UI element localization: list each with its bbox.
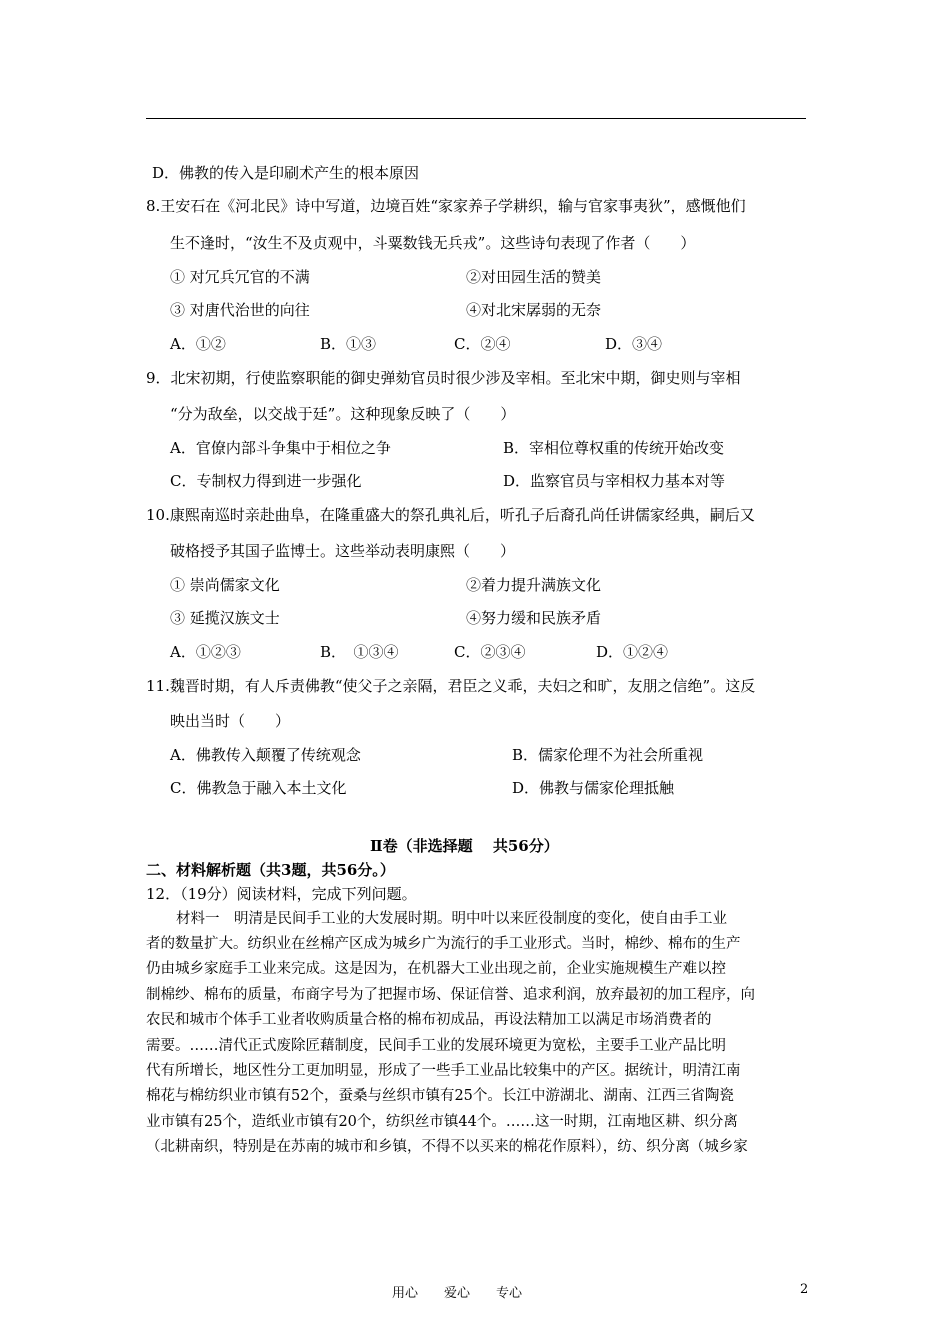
- question-9-stem: 9．北宋初期，行使监察职能的御史弹劾官员时很少涉及宰相。至北宋中期，御史则与宰相: [146, 369, 741, 387]
- page-number: 2: [800, 1282, 809, 1297]
- question-11-stem-cont: 映出当时（ ）: [170, 712, 291, 730]
- material-line: 制棉纱、棉布的质量，布商字号为了把握市场、保证信誉、追求利润，放弃最初的加工程序，向: [146, 987, 755, 1003]
- choice-d: D．③④: [605, 335, 663, 353]
- section-title: Ⅱ卷（非选择题 共56分）: [370, 837, 559, 855]
- choice-d: D．①②④: [596, 643, 669, 661]
- footer-motto: 用心 爱心 专心: [392, 1286, 523, 1301]
- statement-3: ③ 延揽汉族文士: [170, 609, 280, 627]
- statement-2: ②着力提升满族文化: [466, 576, 602, 594]
- statement-4: ④对北宋孱弱的无奈: [466, 301, 602, 319]
- material-line: 业市镇有25个，造纸业市镇有20个，纺织丝市镇44个。……这一时期，江南地区耕、织分离: [146, 1114, 738, 1130]
- choice-b: B．宰相位尊权重的传统开始改变: [503, 439, 725, 457]
- choice-b: B．①③: [320, 335, 377, 353]
- statement-1: ① 崇尚儒家文化: [170, 576, 280, 594]
- choice-c: C．专制权力得到进一步强化: [170, 472, 362, 490]
- material-line: 需要。……清代正式废除匠藉制度，民间手工业的发展环境更为宽松，主要手工业产品比明: [146, 1038, 726, 1054]
- material-line: 棉花与棉纺织业市镇有52个，蚕桑与丝织市镇有25个。长江中游湖北、湖南、江西三省陶瓷: [146, 1088, 734, 1104]
- question-12-stem: 12．（19分）阅读材料，完成下列问题。: [146, 885, 417, 903]
- question-10-stem-cont: 破格授予其国子监博士。这些举动表明康熙（ ）: [170, 542, 516, 560]
- material-line: 代有所增长，地区性分工更加明显，形成了一些手工业品比较集中的产区。据统计，明清江南: [146, 1063, 741, 1079]
- material-line: 仍由城乡家庭手工业来完成。这是因为，在机器大工业出现之前，企业实施规模生产难以控: [146, 961, 726, 977]
- material-line: 材料一 明清是民间手工业的大发展时期。明中叶以来匠役制度的变化，使自由手工业: [176, 911, 727, 927]
- choice-b: B．儒家伦理不为社会所重视: [512, 746, 704, 764]
- choice-a: A．①②: [170, 335, 226, 353]
- statement-3: ③ 对唐代治世的向往: [170, 301, 310, 319]
- choice-d: D．佛教与儒家伦理抵触: [512, 779, 675, 797]
- choice-c: C．②④: [454, 335, 511, 353]
- choice-a: A．官僚内部斗争集中于相位之争: [170, 439, 391, 457]
- statement-1: ① 对冗兵冗官的不满: [170, 268, 310, 286]
- question-8-stem-cont: 生不逢时，“汝生不及贞观中，斗粟数钱无兵戎”。这些诗句表现了作者（ ）: [170, 234, 696, 252]
- section-subtitle: 二、材料解析题（共3题，共56分。）: [146, 861, 395, 879]
- material-line: （北耕南织，特别是在苏南的城市和乡镇，不得不以买来的棉花作原料），纺、织分离（城乡家: [146, 1139, 748, 1155]
- header-rule: [146, 118, 806, 119]
- choice-c: C．佛教急于融入本土文化: [170, 779, 347, 797]
- material-line: 农民和城市个体手工业者收购质量合格的棉布初成品，再设法精加工以满足市场消费者的: [146, 1012, 712, 1028]
- choice-a: A．佛教传入颠覆了传统观念: [170, 746, 361, 764]
- question-9-stem-cont: “分为敌垒，以交战于廷”。这种现象反映了（ ）: [170, 405, 516, 423]
- question-11-stem: 11.魏晋时期，有人斥责佛教“使父子之亲隔，君臣之义乖，夫妇之和旷，友朋之信绝”。这反: [146, 677, 756, 695]
- option-line: D．佛教的传入是印刷术产生的根本原因: [152, 164, 420, 182]
- statement-4: ④努力缓和民族矛盾: [466, 609, 602, 627]
- statement-2: ②对田园生活的赞美: [466, 268, 602, 286]
- question-8-stem: 8.王安石在《河北民》诗中写道，边境百姓“家家养子学耕织，输与官家事夷狄”，感慨他们: [146, 197, 746, 215]
- question-10-stem: 10.康熙南巡时亲赴曲阜，在隆重盛大的祭孔典礼后，听孔子后裔孔尚任讲儒家经典，嗣后又: [146, 506, 755, 524]
- choice-a: A．①②③: [170, 643, 241, 661]
- choice-b: B． ①③④: [320, 643, 399, 661]
- choice-c: C．②③④: [454, 643, 526, 661]
- material-line: 者的数量扩大。纺织业在丝棉产区成为城乡广为流行的手工业形式。当时，棉纱、棉布的生产: [146, 936, 741, 952]
- choice-d: D．监察官员与宰相权力基本对等: [503, 472, 726, 490]
